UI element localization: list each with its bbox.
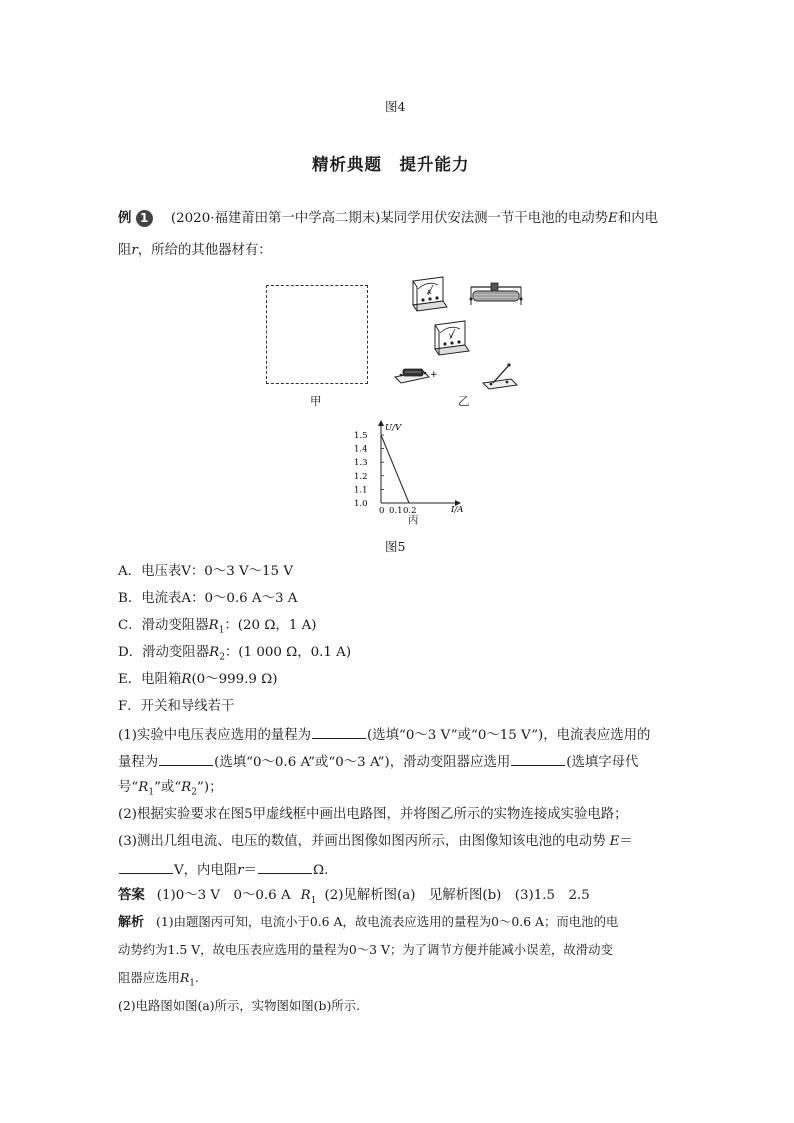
battery-plus: +: [430, 370, 438, 380]
analysis-line-2: [118, 944, 613, 956]
figure-5-caption: 图5: [385, 539, 406, 554]
option-c: [118, 619, 317, 636]
answer-blank[interactable]: [312, 727, 366, 739]
var-R: R: [181, 672, 192, 687]
example-stem-line-2: [118, 244, 272, 257]
option-d: [118, 646, 351, 663]
label-yi: 乙: [458, 394, 470, 408]
option-text: 滑动变阻器: [142, 645, 210, 660]
option-letter: C．: [118, 618, 142, 633]
var-R: R: [300, 888, 311, 903]
figure-4-caption: 图4: [385, 99, 406, 114]
x-tick-label: 0: [379, 506, 385, 516]
question-3-line-2: [118, 862, 328, 877]
example-stem-line-1: [118, 210, 658, 227]
question-3-line-1: [118, 835, 633, 848]
answer-line: [118, 889, 590, 906]
answer-label: 答案: [118, 888, 145, 903]
example-stem-tail: 和内电: [617, 211, 658, 226]
answer-text: (1)0～3 V 0～0.6 A: [156, 888, 291, 903]
var-sub: 1: [148, 787, 155, 798]
answer-blank[interactable]: [159, 754, 213, 766]
q-text: Ω.: [313, 863, 329, 878]
var-R: R: [209, 645, 220, 660]
q-text: ＝: [619, 834, 633, 849]
y-tick-label: 1.2: [354, 471, 368, 482]
analysis-text: 阻器应选用: [118, 970, 180, 985]
answer-text: (2)见解析图(a) 见解析图(b) (3)1.5 2.5: [324, 888, 590, 903]
x-axis-label: I/A: [451, 505, 464, 515]
option-b: [118, 592, 297, 605]
q-text: ＝: [243, 863, 258, 878]
question-1-line-3: [118, 781, 222, 798]
x-tick-label: 0.2: [403, 506, 417, 516]
apparatus-illustration: [385, 265, 535, 405]
ammeter-icon: [413, 277, 447, 311]
option-letter: D．: [118, 645, 143, 660]
y-tick-label: 1.3: [354, 458, 368, 469]
option-text: ：(1 000 Ω，0.1 A): [224, 645, 352, 660]
answer-blank[interactable]: [119, 862, 173, 874]
stem-text-b: ，所给的其他器材有：: [137, 243, 272, 258]
q-text: (2)根据实验要求在图5甲虚线框中画出电路图，并将图乙所示的实物连接成实验电路；: [118, 807, 628, 822]
var-sub: 1: [310, 895, 317, 906]
var-r: r: [131, 243, 138, 258]
question-2: [118, 808, 628, 821]
y-tick-label: 1.0: [354, 499, 368, 509]
analysis-text: (2)电路图如图(a)所示，实物图如图(b)所示.: [118, 998, 361, 1013]
battery-icon: [395, 369, 438, 383]
example-number-badge: 1: [136, 210, 153, 227]
var-sub: 1: [189, 978, 196, 989]
section-title: 精析典题 提升能力: [312, 155, 470, 174]
q-text: V，内电阻: [174, 863, 238, 878]
option-letter: E．: [118, 672, 142, 687]
analysis-text: (1)由题图丙可知，电流小于0.6 A，故电流表应选用的量程为0～0.6 A；而电池的电: [156, 914, 619, 929]
q-text: (选填“0～3 V”或“0～15 V”)，电流表应选用的: [367, 728, 651, 743]
var-E: E: [609, 834, 620, 849]
q-text: (3)测出几组电流、电压的数值，并画出图像如图丙所示，由图像知该电池的电动势: [118, 834, 606, 849]
var-R: R: [208, 618, 219, 633]
q-text: (选填字母代: [566, 755, 639, 770]
voltmeter-symbol: V: [449, 333, 454, 340]
option-letter: F．: [118, 699, 141, 714]
y-tick-label: 1.1: [354, 485, 368, 496]
var-sub: 2: [191, 787, 197, 798]
q-text: 量程为: [118, 755, 159, 770]
label-bing: 丙: [408, 514, 419, 526]
analysis-line-1: [118, 916, 618, 929]
circuit-diagram-box: [266, 285, 368, 384]
ammeter-symbol: A: [427, 289, 432, 296]
question-1-line-2: [118, 754, 638, 769]
var-R: R: [181, 780, 192, 795]
var-r: r: [237, 863, 244, 878]
option-text: 电流表A：0～0.6 A～3 A: [141, 591, 298, 606]
voltmeter-icon: [435, 321, 469, 355]
y-tick-label: 1.5: [354, 431, 368, 441]
option-text: 电压表V：0～3 V～15 V: [141, 564, 294, 579]
q-text: ”)；: [197, 780, 223, 795]
option-text: 开关和导线若干: [140, 699, 235, 714]
option-text: 滑动变阻器: [141, 618, 209, 633]
option-e: [118, 673, 278, 686]
y-tick-label: 1.4: [354, 444, 368, 455]
var-sub: 1: [218, 625, 225, 636]
answer-blank[interactable]: [511, 754, 565, 766]
analysis-text: 动势约为1.5 V，故电压表应选用的量程为0～3 V；为了调节方便并能减小误差，故滑动变: [118, 942, 613, 957]
data-line: [381, 435, 409, 503]
option-text: (0～999.9 Ω): [191, 672, 278, 687]
example-label: 例: [118, 211, 132, 226]
answer-blank[interactable]: [258, 862, 312, 874]
rheostat-icon: [470, 283, 523, 305]
q-text: (选填“0～0.6 A”或“0～3 A”)，滑动变阻器应选用: [214, 755, 511, 770]
var-E: E: [608, 211, 618, 226]
x-tick-label: 0.1: [389, 506, 403, 516]
option-text: 电阻箱: [141, 672, 182, 687]
option-letter: A．: [118, 564, 142, 579]
q-text: ”或“: [154, 780, 182, 795]
var-R: R: [138, 780, 149, 795]
switch-icon: [483, 363, 517, 389]
analysis-label: 解析: [118, 915, 145, 930]
question-1-line-1: [118, 727, 650, 742]
analysis-line-4: [118, 1000, 360, 1012]
label-jia: 甲: [310, 394, 322, 408]
option-letter: B．: [118, 591, 142, 606]
option-a: [118, 565, 293, 578]
var-R: R: [179, 970, 190, 985]
example-stem-text: (2020·福建莆田第一中学高二期末)某同学用伏安法测一节干电池的电动势: [170, 211, 609, 226]
stem-text-a: 阻: [118, 243, 132, 258]
analysis-line-3: [118, 972, 199, 988]
q-text: (1)实验中电压表应选用的量程为: [118, 728, 312, 743]
q-text: 号“: [118, 780, 139, 795]
option-text: ：(20 Ω，1 A): [224, 618, 317, 633]
y-axis-label: U/V: [385, 423, 402, 433]
option-f: [118, 700, 234, 713]
var-sub: 2: [219, 652, 225, 663]
analysis-text: .: [195, 970, 199, 985]
